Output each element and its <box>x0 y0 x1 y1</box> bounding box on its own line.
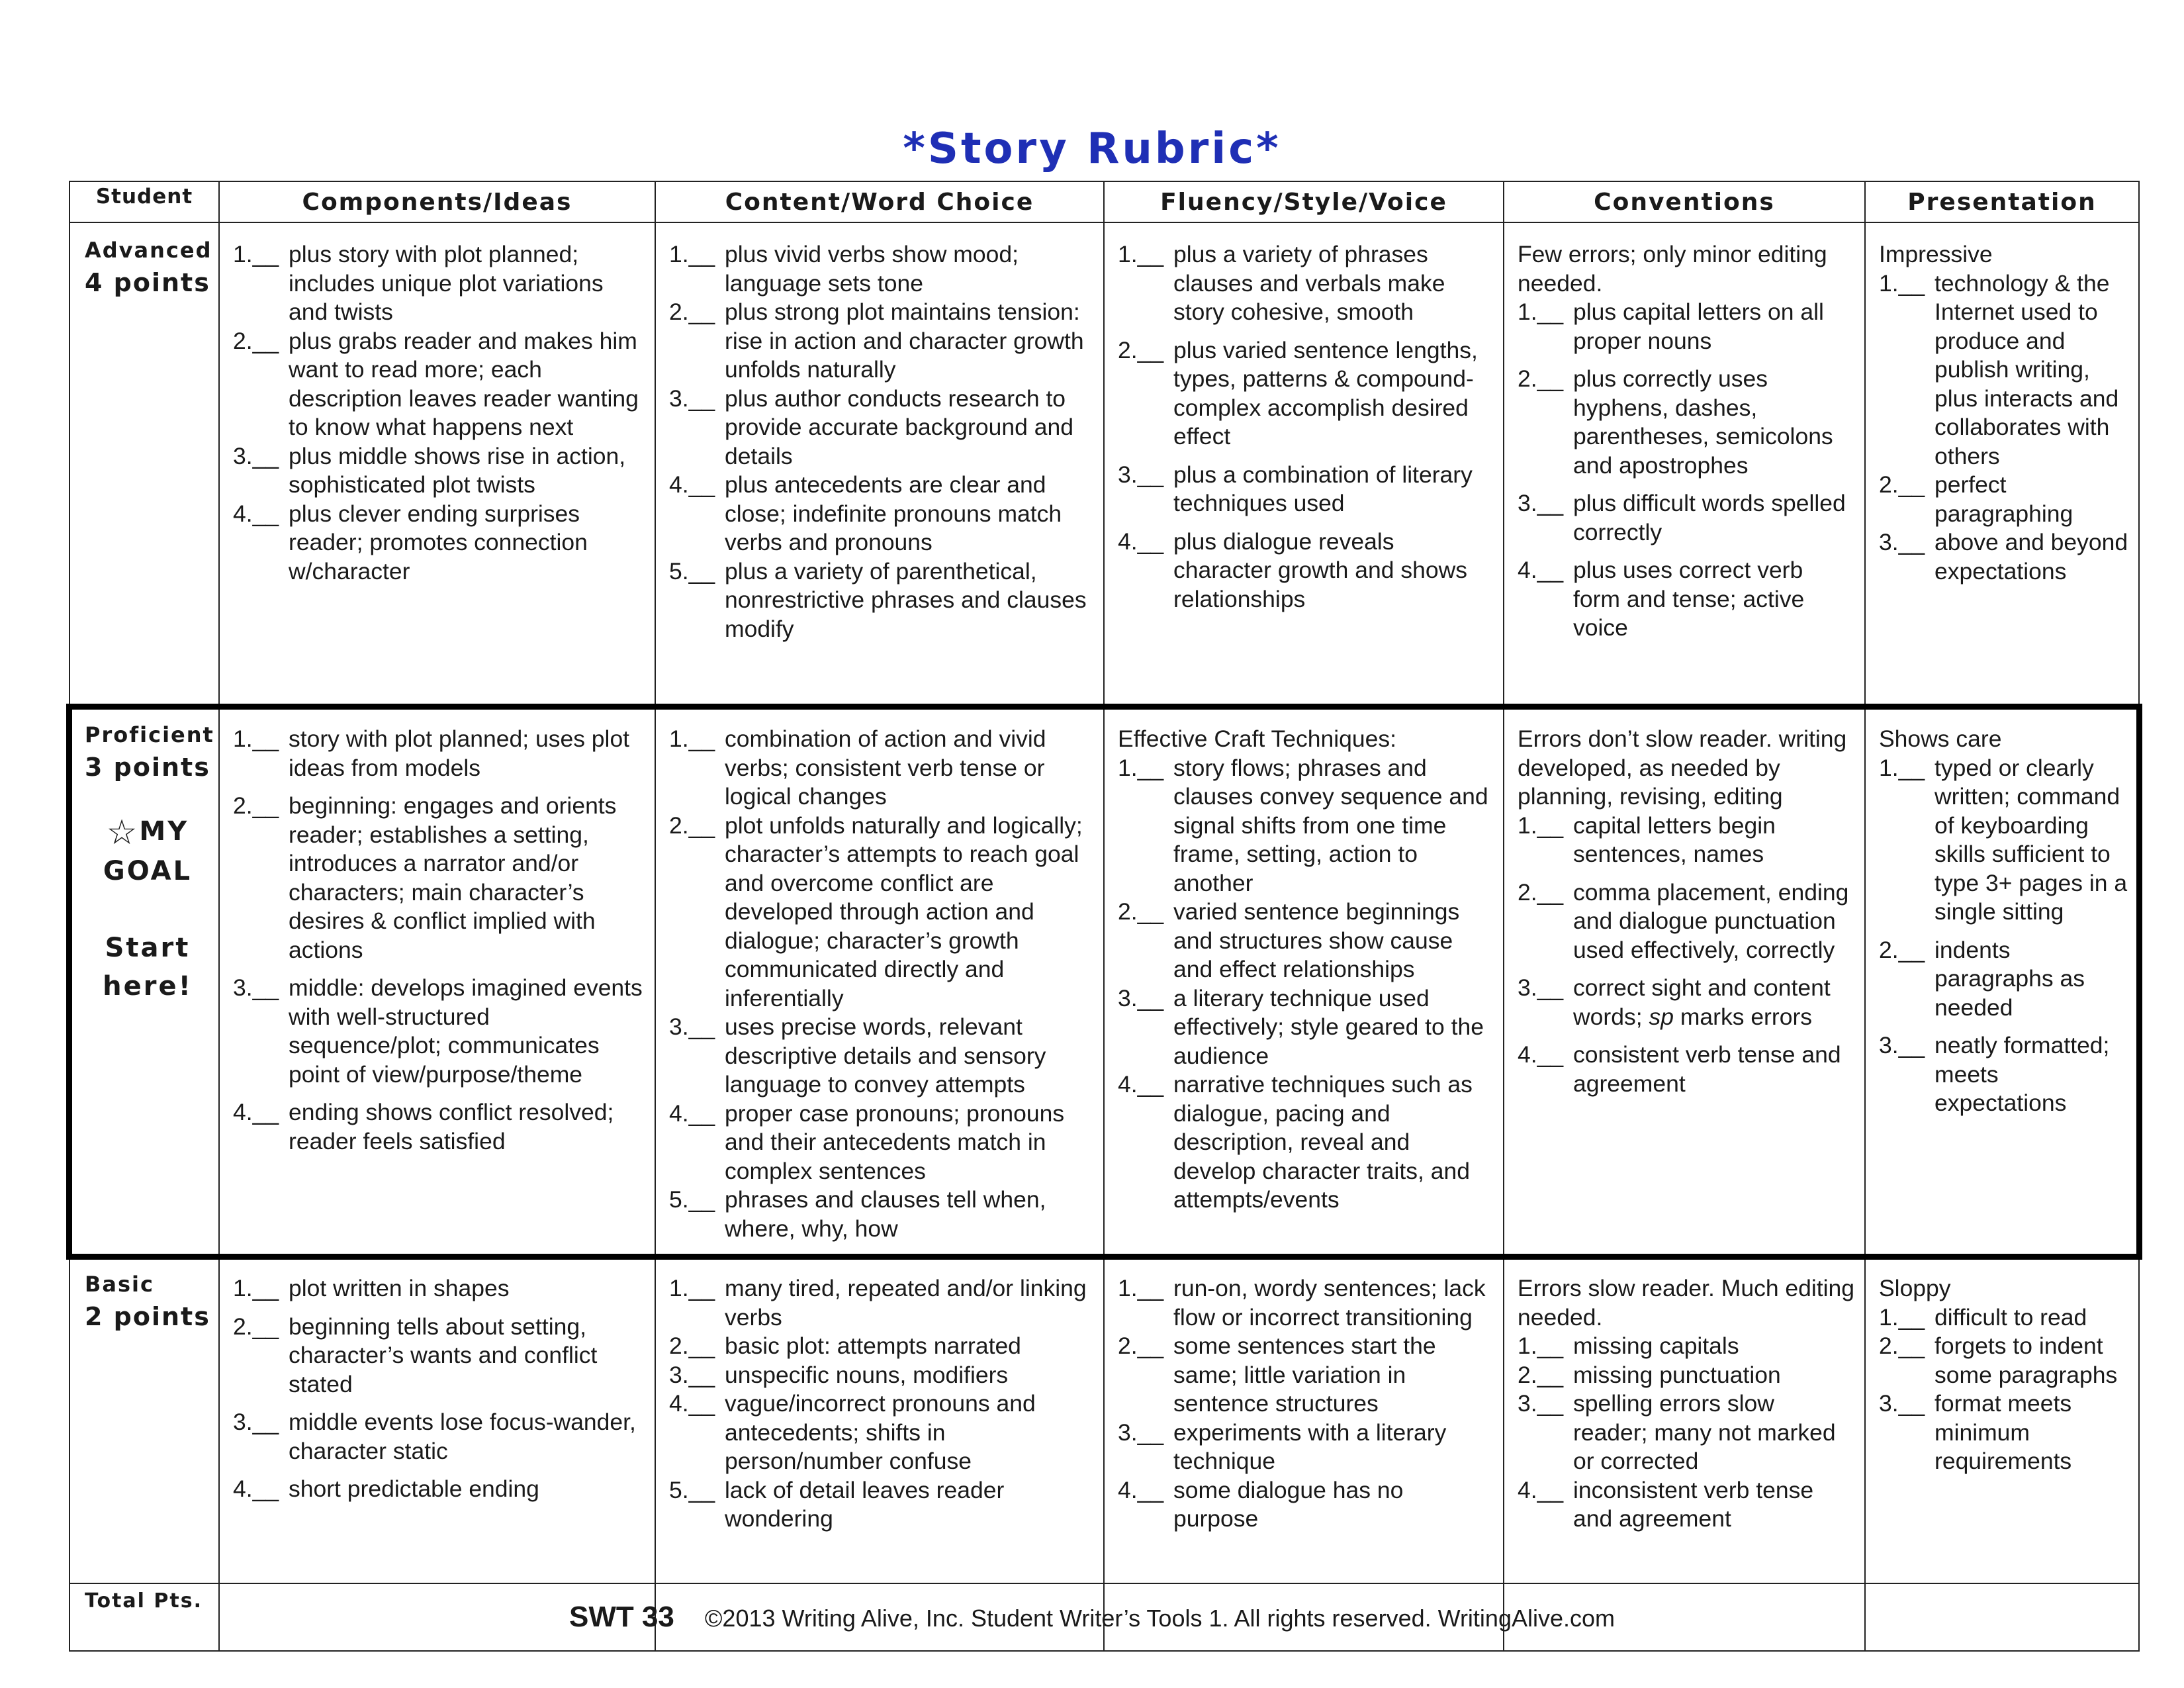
criterion-item <box>669 557 1094 644</box>
criterion-text-main: some dialogue has no purpose <box>1173 1476 1404 1532</box>
column-header-conventions: Conventions <box>1504 181 1865 222</box>
level-name: Basic <box>85 1272 154 1297</box>
criterion-checkbox-blank[interactable]: 1.__ <box>1518 812 1564 839</box>
criterion-item <box>1879 1332 2129 1389</box>
criterion-checkbox-blank[interactable]: 2.__ <box>669 812 715 839</box>
criterion-checkbox-blank[interactable]: 1.__ <box>1518 1333 1564 1359</box>
criterion-text <box>289 1475 645 1504</box>
criterion-text-main: narrative techniques such as dialogue, pacing and description, reveal and develop character traits, and attempts/events <box>1173 1071 1473 1213</box>
criterion-item <box>1118 240 1494 327</box>
criterion-text-main: story with plot planned; uses plot ideas from models <box>289 726 630 781</box>
criterion-text-main: plus a variety of parenthetical, nonrestrictive phrases and clauses modify <box>725 557 1087 642</box>
criterion-checkbox-blank[interactable]: 3.__ <box>1518 490 1564 516</box>
criterion-text-main: missing capitals <box>1573 1333 1739 1359</box>
criterion-text <box>289 1098 645 1156</box>
criterion-text-main: format meets minimum requirements <box>1934 1390 2072 1474</box>
criterion-checkbox-blank[interactable]: 2.__ <box>1518 365 1564 392</box>
criterion-text-main: middle: develops imagined events with well-structured sequence/plot; communicates point of view/purpose/theme <box>289 974 643 1088</box>
criterion-text-main: plus middle shows rise in action, sophisticated plot twists <box>289 442 626 498</box>
criterion-text <box>725 1476 1094 1534</box>
advanced-row <box>69 222 2139 707</box>
criterion-text-main: capital letters begin sentences, names <box>1573 812 1776 867</box>
criterion-checkbox-blank[interactable]: 1.__ <box>1118 241 1164 267</box>
criterion-checkbox-blank[interactable]: 2.__ <box>1118 898 1164 925</box>
footer-copyright: ©2013 Writing Alive, Inc. Student Writer’s Tools 1. All rights reserved. WritingAlive.com <box>704 1605 1615 1632</box>
criterion-text <box>725 1013 1094 1100</box>
criterion-text <box>1934 471 2129 528</box>
criterion-checkbox-blank[interactable]: 1.__ <box>1879 1303 1925 1331</box>
criterion-item <box>669 385 1094 471</box>
criterion-item <box>669 1332 1094 1361</box>
criterion-text-main: plus vivid verbs show mood; language sets tone <box>725 241 1019 297</box>
advanced-content-cell <box>655 222 1104 707</box>
start-here-label <box>85 929 210 1006</box>
criterion-text <box>1573 1389 1855 1476</box>
criterion-checkbox-blank[interactable]: 3.__ <box>1879 1032 1925 1058</box>
criterion-text-main: combination of action and vivid verbs; consistent verb tense or logical changes <box>725 726 1046 810</box>
criterion-text-main: middle events lose focus-wander, character static <box>289 1409 636 1464</box>
criterion-checkbox-blank[interactable]: 2.__ <box>1518 1361 1564 1388</box>
criterion-checkbox-blank[interactable]: 2.__ <box>1879 936 1925 963</box>
criterion-text <box>1173 984 1494 1071</box>
criterion-item <box>233 1313 645 1399</box>
criterion-text <box>1934 1389 2129 1476</box>
criterion-checkbox-blank[interactable]: 3.__ <box>669 1013 715 1040</box>
criterion-text <box>289 500 645 586</box>
criterion-text-main: beginning tells about setting, character’s wants and conflict stated <box>289 1313 598 1397</box>
criterion-text-main: story flows; phrases and clauses convey sequence and signal shifts from one time frame, setting, action to another <box>1173 754 1488 896</box>
criterion-text <box>289 725 645 782</box>
criterion-checkbox-blank[interactable]: 3.__ <box>1118 461 1164 488</box>
criterion-item <box>233 974 645 1089</box>
level-points: 4 points <box>85 268 210 297</box>
criterion-text <box>1173 1274 1494 1332</box>
proficient-conventions-cell <box>1504 707 1865 1256</box>
criterion-checkbox-blank[interactable]: 4.__ <box>1518 1476 1564 1503</box>
criterion-text <box>1934 1332 2129 1389</box>
criterion-text-main: plot written in shapes <box>289 1275 510 1301</box>
criterion-item <box>1518 489 1855 547</box>
criterion-text-main: plus uses correct verb form and tense; active voice <box>1573 557 1805 641</box>
criterion-text <box>1573 556 1855 643</box>
criterion-item <box>1518 812 1855 869</box>
criterion-item <box>1518 1476 1855 1534</box>
criterion-checkbox-blank[interactable]: 5.__ <box>669 1476 715 1503</box>
criterion-text-main: plus story with plot planned; includes unique plot variations and twists <box>289 241 604 325</box>
criterion-text <box>289 327 645 442</box>
cell-intro: Effective Craft Techniques: <box>1118 726 1396 752</box>
criterion-text <box>1173 1070 1494 1215</box>
criterion-item <box>1518 878 1855 965</box>
criterion-text <box>725 812 1094 1013</box>
criterion-item <box>233 1475 645 1504</box>
criterion-text-main: plus clever ending surprises reader; promotes connection w/character <box>289 500 588 585</box>
criterion-item <box>233 1274 645 1303</box>
advanced-fluency-cell <box>1104 222 1504 707</box>
criterion-checkbox-blank[interactable]: 3.__ <box>669 385 715 412</box>
criterion-text-tail: marks errors <box>1680 1003 1813 1030</box>
criterion-checkbox-blank[interactable]: 2.__ <box>669 1333 715 1359</box>
criterion-text <box>1173 754 1494 898</box>
criterion-checkbox-blank[interactable]: 2.__ <box>1118 336 1164 363</box>
column-header-presentation: Presentation <box>1865 181 2139 222</box>
criterion-text-main: phrases and clauses tell when, where, why, how <box>725 1186 1046 1242</box>
criterion-checkbox-blank[interactable]: 1.__ <box>669 241 715 267</box>
column-header-components: Components/Ideas <box>219 181 655 222</box>
criterion-checkbox-blank[interactable]: 3.__ <box>1118 1419 1164 1446</box>
criterion-checkbox-blank[interactable]: 4.__ <box>233 1476 279 1502</box>
criterion-text <box>725 557 1094 644</box>
criterion-checkbox-blank[interactable]: 3.__ <box>233 1409 279 1435</box>
criterion-checkbox-blank[interactable]: 4.__ <box>669 1100 715 1127</box>
criterion-checkbox-blank[interactable]: 2.__ <box>233 1313 279 1340</box>
criterion-text <box>725 725 1094 812</box>
criterion-item <box>1518 1389 1855 1476</box>
criterion-item <box>1118 1476 1494 1534</box>
criterion-item <box>233 792 645 964</box>
criterion-checkbox-blank[interactable]: 3.__ <box>233 974 279 1001</box>
basic-components-cell <box>219 1256 655 1583</box>
star-icon: ☆ <box>106 813 140 853</box>
criterion-checkbox-blank[interactable]: 1.__ <box>1879 269 1925 297</box>
proficient-row <box>69 707 2139 1256</box>
criterion-item <box>669 1389 1094 1476</box>
criterion-text-main: perfect paragraphing <box>1934 471 2073 527</box>
basic-content-cell <box>655 1256 1104 1583</box>
advanced-components-cell <box>219 222 655 707</box>
criterion-text <box>1173 1476 1494 1534</box>
footer-code: SWT 33 <box>569 1601 674 1633</box>
level-proficient <box>69 707 219 1256</box>
criterion-text <box>1173 336 1494 451</box>
criterion-text <box>1573 1361 1855 1390</box>
proficient-components-cell <box>219 707 655 1256</box>
criterion-text <box>725 1274 1094 1332</box>
criterion-text-main: many tired, repeated and/or linking verbs <box>725 1275 1087 1331</box>
criterion-checkbox-blank[interactable]: 2.__ <box>1879 471 1925 498</box>
level-name: Advanced <box>85 238 212 263</box>
column-header-fluency: Fluency/Style/Voice <box>1104 181 1504 222</box>
column-header-student: Student <box>69 181 219 222</box>
criterion-text-main: basic plot: attempts narrated <box>725 1333 1021 1359</box>
criterion-item <box>669 1186 1094 1243</box>
criterion-text <box>289 1313 645 1399</box>
criterion-text <box>1173 1419 1494 1476</box>
criterion-checkbox-blank[interactable]: 2.__ <box>1118 1333 1164 1359</box>
criterion-item <box>669 812 1094 1013</box>
criterion-text <box>725 471 1094 557</box>
criterion-text <box>1573 974 1855 1031</box>
criterion-text-main: plus correctly uses hyphens, dashes, parentheses, semicolons and apostrophes <box>1573 365 1833 479</box>
criterion-text-main: plus capital letters on all proper nouns <box>1573 299 1824 354</box>
criterion-checkbox-blank[interactable]: 3.__ <box>1518 1390 1564 1417</box>
basic-presentation-cell <box>1865 1256 2139 1583</box>
criterion-text <box>1573 1476 1855 1534</box>
cell-intro: Few errors; only minor editing needed. <box>1518 241 1827 297</box>
criterion-text-main: plus difficult words spelled correctly <box>1573 490 1846 545</box>
criterion-text-main: typed or clearly written; command of keyboarding skills sufficient to type 3+ pages in a single sitting <box>1934 754 2128 925</box>
criterion-text-main: beginning: engages and orients reader; establishes a setting, introduces a narrator and/or characters; main character’s desires & conflict implied with actions <box>289 792 617 963</box>
criterion-item <box>233 1408 645 1466</box>
criterion-checkbox-blank[interactable]: 2.__ <box>233 327 279 354</box>
criterion-item <box>669 1274 1094 1332</box>
basic-fluency-cell <box>1104 1256 1504 1583</box>
criterion-checkbox-blank[interactable]: 1.__ <box>669 726 715 752</box>
level-points: 2 points <box>85 1302 210 1331</box>
total-points-label: Total Pts. <box>69 1583 219 1651</box>
criterion-item <box>1118 1070 1494 1215</box>
criterion-item <box>233 240 645 327</box>
criterion-text <box>289 792 645 964</box>
criterion-text-emphasis: sp <box>1649 1003 1674 1030</box>
criterion-text-main: plus a variety of phrases clauses and verbals make story cohesive, smooth <box>1173 241 1445 325</box>
criterion-item <box>1118 984 1494 1071</box>
criterion-checkbox-blank[interactable]: 3.__ <box>1879 1390 1925 1417</box>
criterion-text-main: a literary technique used effectively; style geared to the audience <box>1173 984 1484 1069</box>
criterion-text <box>1573 878 1855 965</box>
criterion-text <box>725 1361 1094 1390</box>
criterion-item <box>1118 1419 1494 1476</box>
criterion-text <box>1934 1303 2129 1333</box>
criterion-checkbox-blank[interactable]: 4.__ <box>1518 1041 1564 1068</box>
criterion-checkbox-blank[interactable]: 4.__ <box>1518 557 1564 583</box>
criterion-item <box>1518 556 1855 643</box>
criterion-text-main: unspecific nouns, modifiers <box>725 1361 1009 1388</box>
criterion-text <box>1934 754 2129 927</box>
level-advanced <box>69 222 219 707</box>
criterion-text-main: experiments with a literary technique <box>1173 1419 1447 1474</box>
criterion-item <box>1879 269 2129 471</box>
criterion-item <box>669 725 1094 812</box>
criterion-text <box>1173 240 1494 327</box>
criterion-checkbox-blank[interactable]: 4.__ <box>233 1099 279 1125</box>
criterion-text <box>1173 528 1494 614</box>
criterion-text-main: inconsistent verb tense and agreement <box>1573 1476 1814 1532</box>
header-row <box>69 181 2139 222</box>
criterion-text <box>725 1100 1094 1186</box>
column-header-content: Content/Word Choice <box>655 181 1104 222</box>
criterion-checkbox-blank[interactable]: 1.__ <box>1118 1275 1164 1301</box>
criterion-text-main: varied sentence beginnings and structures show cause and effect relationships <box>1173 898 1460 982</box>
criterion-text <box>1573 1332 1855 1361</box>
criterion-item <box>1879 1031 2129 1118</box>
criterion-item <box>1879 528 2129 586</box>
start-word: Start <box>105 933 191 963</box>
criterion-item <box>669 1013 1094 1100</box>
criterion-text-main: forgets to indent some paragraphs <box>1934 1333 2118 1388</box>
criterion-item <box>1879 471 2129 528</box>
level-name: Proficient <box>85 722 214 747</box>
criterion-text <box>1573 298 1855 355</box>
criterion-text-main: difficult to read <box>1934 1303 2087 1331</box>
criterion-text-main: plus a combination of literary techniques used <box>1173 461 1473 516</box>
basic-row <box>69 1256 2139 1583</box>
criterion-checkbox-blank[interactable]: 2.__ <box>669 299 715 325</box>
criterion-item <box>1118 528 1494 614</box>
criterion-item <box>1118 898 1494 984</box>
criterion-item <box>1879 1303 2129 1333</box>
goal-my: MY <box>139 816 189 847</box>
criterion-text-main: plus varied sentence lengths, types, patterns & compound-complex accomplish desired effect <box>1173 336 1478 449</box>
criterion-checkbox-blank[interactable]: 3.__ <box>1118 984 1164 1011</box>
proficient-content-cell <box>655 707 1104 1256</box>
page-title: *Story Rubric* <box>903 124 1281 173</box>
criterion-text <box>1173 1332 1494 1419</box>
criterion-text <box>1934 936 2129 1023</box>
criterion-text <box>289 442 645 500</box>
criterion-text <box>725 1186 1094 1243</box>
criterion-text <box>1934 269 2129 471</box>
criterion-checkbox-blank[interactable]: 3.__ <box>1518 974 1564 1001</box>
criterion-text <box>1173 461 1494 518</box>
criterion-text-main: above and beyond expectations <box>1934 529 2128 585</box>
criterion-item <box>669 1476 1094 1534</box>
criterion-checkbox-blank[interactable]: 1.__ <box>669 1275 715 1301</box>
criterion-item <box>1518 1332 1855 1361</box>
criterion-item <box>1518 974 1855 1031</box>
criterion-item <box>1879 936 2129 1023</box>
criterion-checkbox-blank[interactable]: 4.__ <box>1118 1071 1164 1098</box>
criterion-checkbox-blank[interactable]: 1.__ <box>233 241 279 267</box>
criterion-item <box>669 1100 1094 1186</box>
criterion-checkbox-blank[interactable]: 4.__ <box>233 500 279 527</box>
here-word: here! <box>103 971 193 1002</box>
criterion-item <box>1118 461 1494 518</box>
criterion-checkbox-blank[interactable]: 3.__ <box>233 442 279 469</box>
criterion-item <box>669 240 1094 298</box>
footer <box>0 1601 2184 1634</box>
criterion-text <box>1573 1041 1855 1098</box>
criterion-text-main: consistent verb tense and agreement <box>1573 1041 1841 1097</box>
my-goal-label <box>85 812 210 890</box>
criterion-item <box>1118 1274 1494 1332</box>
criterion-text-main: technology & the Internet used to produce and publish writing, plus interacts and collaborates with others <box>1934 269 2119 469</box>
level-basic <box>69 1256 219 1583</box>
criterion-text <box>289 974 645 1089</box>
advanced-conventions-cell <box>1504 222 1865 707</box>
criterion-checkbox-blank[interactable]: 4.__ <box>1118 1476 1164 1503</box>
criterion-checkbox-blank[interactable]: 4.__ <box>1118 528 1164 555</box>
criterion-text-main: vague/incorrect pronouns and antecedents; shifts in person/number confuse <box>725 1390 1036 1474</box>
criterion-item <box>1518 1041 1855 1098</box>
proficient-fluency-cell <box>1104 707 1504 1256</box>
criterion-item <box>233 442 645 500</box>
criterion-checkbox-blank[interactable]: 2.__ <box>1879 1333 1925 1359</box>
criterion-item <box>233 327 645 442</box>
criterion-item <box>1518 365 1855 480</box>
criterion-text <box>289 1408 645 1466</box>
criterion-text-main: short predictable ending <box>289 1476 539 1502</box>
criterion-text-main: proper case pronouns; pronouns and their antecedents match in complex sentences <box>725 1100 1065 1184</box>
criterion-item <box>1518 298 1855 355</box>
criterion-text <box>725 298 1094 385</box>
criterion-text-main: comma placement, ending and dialogue punctuation used effectively, correctly <box>1573 878 1849 963</box>
criterion-text-main: plus grabs reader and makes him want to read more; each description leaves reader wanting to know what happens next <box>289 327 639 440</box>
criterion-item <box>233 500 645 586</box>
criterion-checkbox-blank[interactable]: 4.__ <box>669 1390 715 1417</box>
criterion-checkbox-blank[interactable]: 1.__ <box>233 1275 279 1301</box>
criterion-text <box>1173 898 1494 984</box>
criterion-item <box>1518 1361 1855 1390</box>
criterion-text-main: plus author conducts research to provide accurate background and details <box>725 385 1073 469</box>
criterion-text <box>725 240 1094 298</box>
criterion-text-main: spelling errors slow reader; many not marked or corrected <box>1573 1390 1836 1474</box>
criterion-text-main: ending shows conflict resolved; reader feels satisfied <box>289 1099 614 1154</box>
criterion-checkbox-blank[interactable]: 5.__ <box>669 557 715 585</box>
criterion-text-main: indents paragraphs as needed <box>1934 936 2085 1021</box>
criterion-item <box>1118 1332 1494 1419</box>
cell-intro: Shows care <box>1879 726 2002 752</box>
criterion-text <box>1573 812 1855 869</box>
criterion-item <box>1879 754 2129 927</box>
criterion-item <box>1118 336 1494 451</box>
criterion-item <box>1879 1389 2129 1476</box>
criterion-text-main: plus strong plot maintains tension: rise in action and character growth unfolds naturally <box>725 299 1084 383</box>
cell-intro: Sloppy <box>1879 1275 1951 1301</box>
basic-conventions-cell <box>1504 1256 1865 1583</box>
goal-goal: GOAL <box>103 856 193 886</box>
criterion-text-main: plus dialogue reveals character growth and shows relationships <box>1173 528 1467 612</box>
criterion-text <box>725 385 1094 471</box>
level-points: 3 points <box>85 753 210 782</box>
criterion-item <box>669 471 1094 557</box>
criterion-text-main: missing punctuation <box>1573 1361 1781 1388</box>
criterion-checkbox-blank[interactable]: 3.__ <box>669 1361 715 1388</box>
rubric-table <box>69 181 2140 1652</box>
criterion-text-main: uses precise words, relevant descriptive details and sensory language to convey attempts <box>725 1013 1046 1098</box>
criterion-text <box>289 240 645 327</box>
cell-intro: Errors don’t slow reader. writing developed, as needed by planning, revising, editing <box>1518 726 1847 810</box>
criterion-text <box>289 1274 645 1303</box>
criterion-text <box>725 1389 1094 1476</box>
criterion-text-main: plot unfolds naturally and logically; character’s attempts to reach goal and overcome conflict are developed through action and dialogue; character’s growth communicated directly and inferentially <box>725 812 1083 1011</box>
criterion-text <box>1934 528 2129 586</box>
criterion-text <box>1573 365 1855 480</box>
criterion-checkbox-blank[interactable]: 2.__ <box>1518 878 1564 906</box>
criterion-item <box>669 1361 1094 1390</box>
criterion-item <box>233 725 645 782</box>
criterion-item <box>233 1098 645 1156</box>
criterion-checkbox-blank[interactable]: 1.__ <box>1118 754 1164 781</box>
criterion-checkbox-blank[interactable]: 3.__ <box>1879 529 1925 555</box>
criterion-text <box>1934 1031 2129 1118</box>
proficient-presentation-cell <box>1865 707 2139 1256</box>
cell-intro: Impressive <box>1879 241 1993 267</box>
criterion-item <box>1118 754 1494 898</box>
criterion-checkbox-blank[interactable]: 1.__ <box>1879 754 1925 781</box>
advanced-presentation-cell <box>1865 222 2139 707</box>
criterion-text-main: lack of detail leaves reader wondering <box>725 1476 1005 1532</box>
criterion-text-main: some sentences start the same; little variation in sentence structures <box>1173 1333 1436 1417</box>
criterion-checkbox-blank[interactable]: 5.__ <box>669 1186 715 1213</box>
criterion-text-main: run-on, wordy sentences; lack flow or incorrect transitioning <box>1173 1275 1486 1331</box>
criterion-checkbox-blank[interactable]: 1.__ <box>1518 299 1564 325</box>
cell-intro: Errors slow reader. Much editing needed. <box>1518 1275 1855 1331</box>
criterion-text-main: neatly formatted; meets expectations <box>1934 1032 2110 1116</box>
criterion-checkbox-blank[interactable]: 2.__ <box>233 792 279 819</box>
criterion-text-main: correct sight and content words; <box>1573 974 1831 1030</box>
criterion-text <box>1573 489 1855 547</box>
criterion-checkbox-blank[interactable]: 4.__ <box>669 471 715 498</box>
criterion-text-main: plus antecedents are clear and close; indefinite pronouns match verbs and pronouns <box>725 471 1062 555</box>
criterion-text <box>725 1332 1094 1361</box>
criterion-checkbox-blank[interactable]: 1.__ <box>233 726 279 752</box>
criterion-item <box>669 298 1094 385</box>
